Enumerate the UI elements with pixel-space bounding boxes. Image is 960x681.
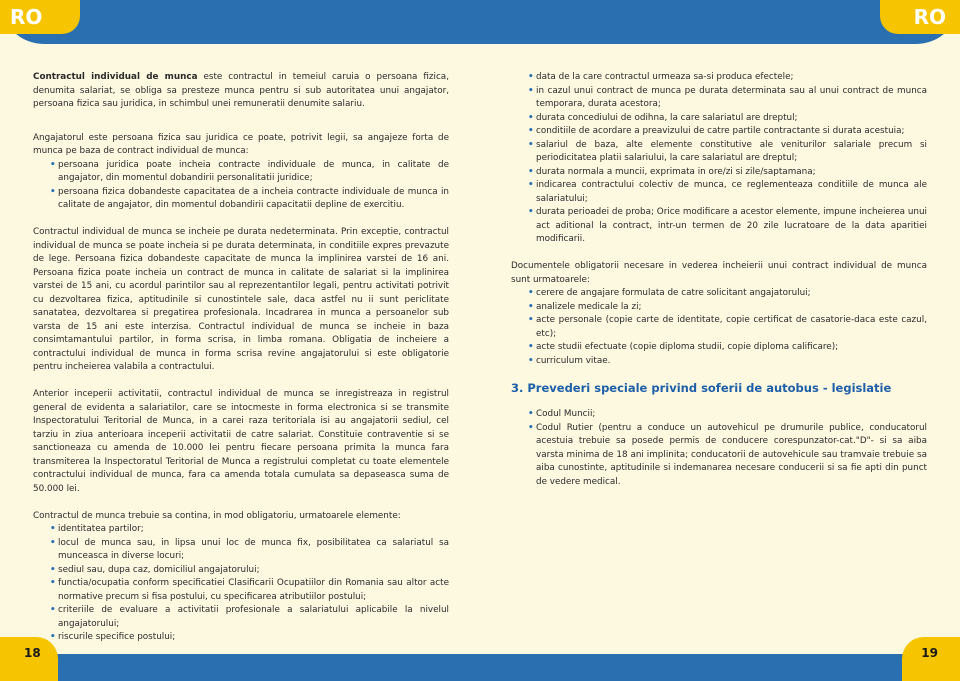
list-item-text: analizele medicale la zi; <box>536 301 642 312</box>
intro-definition: este contractul in temeiul caruia o persoana fizica, denumita salariat, se obliga sa presteze munca pentru si sub autoritatea unui angajator, persoana fizica sau juridica, in schimbul unei remuneratii denumite salariu. <box>33 72 449 109</box>
list-item <box>511 71 927 85</box>
list-item <box>511 166 927 180</box>
list-item <box>33 523 449 537</box>
list-item <box>33 159 449 186</box>
duration-paragraph: Contractul individual de munca se incheie pe durata nedeterminata. Prin exceptie, contractul individual de munca se poate incheia si pe durata determinata, in conditiile expres prevazute de lege. Persoana fizica dobandeste capacitate de munca la implinirea varstei de 16 ani. Persoana fizica poate incheia un contract de munca in calitate de salariat si la implinirea varstei de 15 ani, cu acordul parintilor sau al reprezentantilor legali, pentru activitati potrivit cu dezvoltarea fizica, aptitudinile si cunostintele sale, daca astfel nu ii sunt periclitate sanatatea, dezvoltarea si pregatirea profesionala. Incadrarea in munca a persoanelor sub varsta de 15 ani este interzisa. Contractul individual de munca se incheie in baza consimtamantului partilor, in forma scrisa, in limba romana. Obligatia de incheiere a contractului individual de munca in forma scrisa revine angajatorului si este obligatorie pentru incheierea valabila a contractului. <box>33 227 449 372</box>
list-item <box>511 206 927 247</box>
list-item <box>511 85 927 112</box>
employer-paragraph: Angajatorul este persoana fizica sau juridica ce poate, potrivit legii, sa angajeze forta de munca pe baza de contract individual de munca: <box>33 132 449 156</box>
bullet-icon: • <box>528 409 534 419</box>
bullet-icon: • <box>528 315 534 325</box>
bullet-icon: • <box>528 139 534 150</box>
top-band <box>0 0 960 44</box>
intro-term: Contractul individual de munca <box>33 72 198 82</box>
page-number-left: 18 <box>0 637 58 681</box>
bullet-icon: • <box>528 85 534 96</box>
list-item-text: riscurile specifice postului; <box>58 632 176 642</box>
right-page-column <box>511 71 927 489</box>
list-item <box>511 287 927 301</box>
list-item <box>33 186 449 213</box>
elements-paragraph: Contractul de munca trebuie sa contina, in mod obligatoriu, urmatoarele elemente: <box>33 510 401 521</box>
list-item <box>511 179 927 206</box>
bullet-icon: • <box>528 355 534 366</box>
documents-list <box>511 287 927 368</box>
section-heading: 3. Prevederi speciale privind soferii de autobus - legislatie <box>511 381 892 395</box>
bullet-icon: • <box>50 578 56 588</box>
list-item <box>33 564 449 578</box>
page-number-right: 19 <box>902 637 960 681</box>
list-item-text: persoana fizica dobandeste capacitatea de a incheia contracte individuale de munca in calitate de angajator, din momentul dobandirii capacitatii depline de exercitiu. <box>58 186 449 210</box>
legislation-list <box>511 408 927 489</box>
list-item <box>511 125 927 139</box>
bullet-icon: • <box>528 180 534 190</box>
bottom-band <box>0 654 960 681</box>
list-item <box>33 577 449 604</box>
list-item <box>511 341 927 355</box>
list-item <box>511 422 927 490</box>
bullet-icon: • <box>528 207 534 217</box>
intro-paragraph <box>33 71 449 112</box>
list-item-text: cerere de angajare formulata de catre solicitant angajatorului; <box>536 288 811 298</box>
language-tab-right: RO <box>880 0 960 34</box>
bullet-icon: • <box>528 72 534 82</box>
left-page-column <box>33 71 449 645</box>
list-item-text: durata perioadei de proba; Orice modificare a acestor elemente, impune incheierea unui act aditional la contract, intr-un termen de 20 zile lucratoare de la data aparitiei modificarii. <box>536 207 927 244</box>
bullet-icon: • <box>528 342 534 352</box>
list-item <box>511 112 927 126</box>
elements-list <box>33 523 449 645</box>
list-item-text: criteriile de evaluare a activitatii profesionale a salariatului aplicabile la nivelul angajatorului; <box>58 605 449 629</box>
list-item-text: in cazul unui contract de munca pe durata determinata sau al unui contract de munca temporara, durata acestora; <box>536 85 927 109</box>
list-item-text: acte studii efectuate (copie diploma studii, copie diploma calificare); <box>536 342 839 352</box>
bullet-icon: • <box>50 632 56 642</box>
list-item-text: indicarea contractului colectiv de munca, ce reglementeaza conditiile de munca ale salariatului; <box>536 180 927 204</box>
bullet-icon: • <box>528 112 534 123</box>
list-item <box>511 314 927 341</box>
list-item-text: sediul sau, dupa caz, domiciliul angajatorului; <box>58 564 260 575</box>
list-item-text: persoana juridica poate incheia contracte individuale de munca, in calitate de angajator, din momentul dobandirii personalitatii juridice; <box>58 159 449 183</box>
list-item-text: identitatea partilor; <box>58 524 144 534</box>
list-item-text: data de la care contractul urmeaza sa-si produca efectele; <box>536 72 794 82</box>
list-item <box>33 604 449 631</box>
documents-paragraph: Documentele obligatorii necesare in vederea incheierii unui contract individual de munca sunt urmatoarele: <box>511 261 927 285</box>
list-item <box>511 355 927 369</box>
bullet-icon: • <box>528 166 534 177</box>
bullet-icon: • <box>528 126 534 136</box>
list-item-text: salariul de baza, alte elemente constitutive ale veniturilor salariale precum si periodicitatea platii salariului, la care salariatul are dreptul; <box>536 139 927 163</box>
list-item <box>33 537 449 564</box>
bullet-icon: • <box>50 159 56 170</box>
bullet-icon: • <box>528 288 534 298</box>
list-item-text: durata normala a muncii, exprimata in ore/zi si zile/saptamana; <box>536 166 816 177</box>
list-item-text: Codul Muncii; <box>536 409 596 419</box>
bullet-icon: • <box>50 564 56 575</box>
list-item-text: conditiile de acordare a preavizului de catre partile contractante si durata acestuia; <box>536 126 905 136</box>
list-item-text: acte personale (copie carte de identitate, copie certificat de casatorie-daca este cazul, etc); <box>536 315 927 339</box>
employer-list <box>33 159 449 213</box>
list-item-text: locul de munca sau, in lipsa unui loc de munca fix, posibilitatea ca salariatul sa munceasca in diverse locuri; <box>58 537 449 561</box>
bullet-icon: • <box>50 605 56 615</box>
list-item <box>511 301 927 315</box>
list-item <box>33 631 449 645</box>
bullet-icon: • <box>528 301 534 312</box>
list-item-text: functia/ocupatia conform specificatiei Clasificarii Ocupatiilor din Romania sau altor acte normative precum si fisa postului, cu specificarea atributiilor postului; <box>58 578 449 602</box>
language-tab-left: RO <box>0 0 80 34</box>
list-item <box>511 139 927 166</box>
list-item <box>511 408 927 422</box>
list-item-text: durata concediului de odihna, la care salariatul are dreptul; <box>536 112 798 123</box>
bullet-icon: • <box>50 524 56 534</box>
bullet-icon: • <box>528 422 534 433</box>
elements-list-continued <box>511 71 927 247</box>
list-item-text: Codul Rutier (pentru a conduce un autovehicul pe drumurile publice, conducatorul acestuia trebuie sa posede permis de conducere corespunzator-cat."D"- si sa aiba varsta minima de 18 ani implinita; conducatorii de autovehicule sau tramvaie trebuie sa aiba cunostinte, aptitudinile si indemanarea necesare conducerii si sa fie apti din punct de vedere medical. <box>536 422 927 487</box>
list-item-text: curriculum vitae. <box>536 355 611 366</box>
bullet-icon: • <box>50 537 56 548</box>
bullet-icon: • <box>50 186 56 197</box>
registry-paragraph: Anterior inceperii activitatii, contractul individual de munca se inregistreaza in registrul general de evidenta a salariatilor, care se intocmeste in forma electronica si se transmite Inspectoratului Teritorial de Munca, in a carei raza teritoriala isi au angajatorii sediul, cel tarziu in ziua anterioara inceperii activitatii de catre salariat. Constituie contraventie si se sanctioneaza cu amenda de 10.000 lei pentru fiecare persoana primita la munca fara transmiterea la Inspectoratul Teritorial de Munca a registrului completat cu toate elementele contractului individual de munca, fara ca amenda totala cumulata sa depaseasca suma de 50.000 lei. <box>33 389 449 494</box>
